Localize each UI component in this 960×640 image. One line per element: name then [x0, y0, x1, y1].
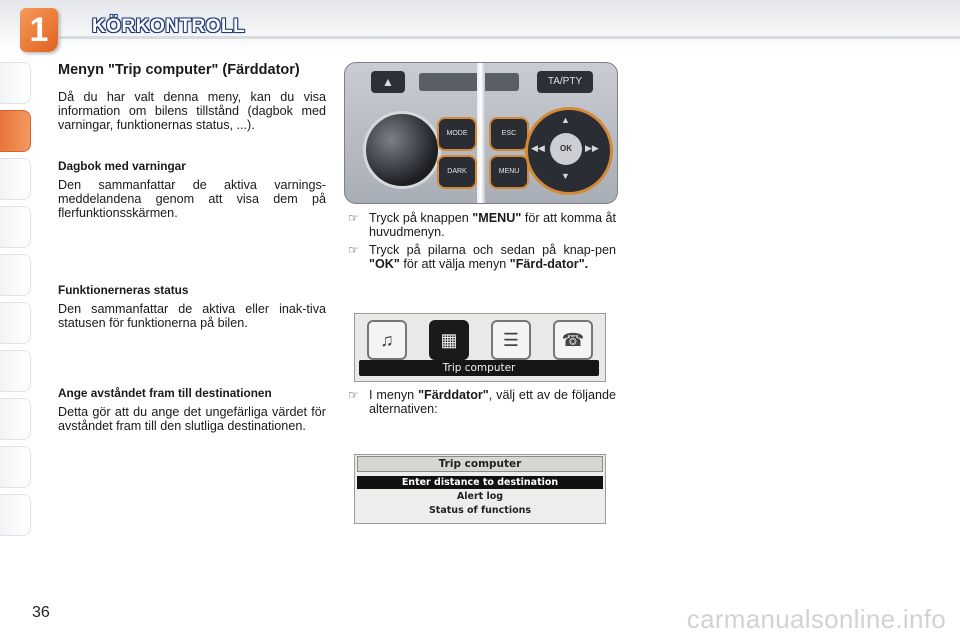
pointer-icon: ☞ — [348, 211, 359, 225]
cd-slot — [419, 73, 519, 91]
chapter-number: 1 — [29, 10, 49, 49]
side-tab[interactable] — [0, 494, 31, 536]
settings-icon: ☰ — [491, 320, 531, 360]
menu-selection-label: Trip computer — [359, 360, 599, 376]
music-icon: ♫ — [367, 320, 407, 360]
left-column — [58, 62, 326, 220]
menu-icon-row — [367, 320, 593, 358]
step-choose — [348, 388, 616, 416]
menu-item-distance: Enter distance to destination — [357, 476, 603, 489]
step-keyword: "Färd-dator". — [509, 257, 589, 271]
side-tab[interactable] — [0, 254, 31, 296]
side-tab[interactable] — [0, 302, 31, 344]
ok-button: OK — [550, 133, 582, 165]
status-heading: Funktionerneras status — [58, 283, 189, 297]
step-text: för att komma åt huvudmenyn. — [369, 211, 617, 239]
watermark: carmanualsonline.info — [686, 604, 946, 634]
page-number: 36 — [32, 604, 50, 621]
menu-item-status: Status of functions — [428, 505, 532, 516]
audio-control-panel — [344, 62, 618, 204]
status-section — [58, 284, 326, 330]
step-keyword: "Färddator" — [418, 388, 489, 402]
side-tab[interactable] — [0, 446, 31, 488]
pointer-icon: ☞ — [348, 243, 359, 257]
step-menu — [348, 211, 616, 239]
dark-button: DARK — [437, 155, 477, 189]
step-text: I menyn — [369, 388, 419, 402]
intro-text: Då du har valt denna meny, kan du visa information om bilens tillstånd (dagbok med varningar, funktionernas status, ...). — [58, 90, 326, 132]
instructions-bottom — [348, 388, 616, 420]
phone-icon: ☎ — [553, 320, 593, 360]
log-text: Den sammanfattar de aktiva varnings-meddelandena genom att visa dem på flerfunktionsskärmen. — [58, 178, 326, 220]
chapter-title: KÖRKONTROLL — [92, 16, 246, 37]
arrow-up-icon: ▲ — [561, 115, 570, 125]
arrow-right-icon: ▶▶ — [585, 143, 599, 153]
trip-computer-icon: ▦ — [429, 320, 469, 360]
status-text: Den sammanfattar de aktiva eller inak-tiva statusen för funktionerna på bilen. — [58, 302, 326, 330]
step-text: för att välja menyn — [399, 257, 510, 271]
section-title: Menyn "Trip computer" (Färddator) — [58, 62, 300, 78]
side-tab[interactable] — [0, 206, 31, 248]
arrow-left-icon: ◀◀ — [531, 143, 545, 153]
side-tab[interactable] — [0, 398, 31, 440]
step-keyword: "OK" — [369, 257, 400, 271]
step-text: Tryck på knappen — [369, 211, 473, 225]
ta-pty-button: TA/PTY — [537, 71, 593, 93]
eject-button: ▲ — [371, 71, 405, 93]
distance-heading: Ange avståndet fram till destinationen — [58, 386, 272, 400]
step-text: Tryck på pilarna och sedan på knap-pen — [369, 243, 616, 257]
step-text: , välj ett av de följande alternativen: — [369, 388, 616, 416]
side-tab[interactable] — [0, 350, 31, 392]
pointer-icon: ☞ — [348, 388, 359, 402]
distance-section — [58, 387, 326, 433]
arrow-down-icon: ▼ — [561, 171, 570, 181]
panel-divider — [477, 63, 485, 203]
side-tabs — [0, 62, 36, 542]
volume-knob — [363, 111, 441, 189]
menu-button: MENU — [489, 155, 529, 189]
side-tab-active[interactable] — [0, 110, 31, 152]
trip-computer-screen — [354, 454, 606, 524]
step-ok — [348, 243, 616, 271]
mode-button: MODE — [437, 117, 477, 151]
side-tab[interactable] — [0, 62, 31, 104]
log-heading: Dagbok med varningar — [58, 159, 186, 173]
distance-text: Detta gör att du ange det ungefärliga värdet för avståndet fram till den slutliga destinationen. — [58, 405, 326, 433]
step-keyword: "MENU" — [472, 211, 522, 225]
chapter-badge — [20, 8, 58, 52]
menu-screen — [354, 313, 606, 382]
esc-button: ESC — [489, 117, 529, 151]
instructions-top — [348, 211, 616, 275]
side-tab[interactable] — [0, 158, 31, 200]
menu-item-alert-log: Alert log — [456, 491, 504, 502]
screen-header: Trip computer — [357, 456, 603, 472]
